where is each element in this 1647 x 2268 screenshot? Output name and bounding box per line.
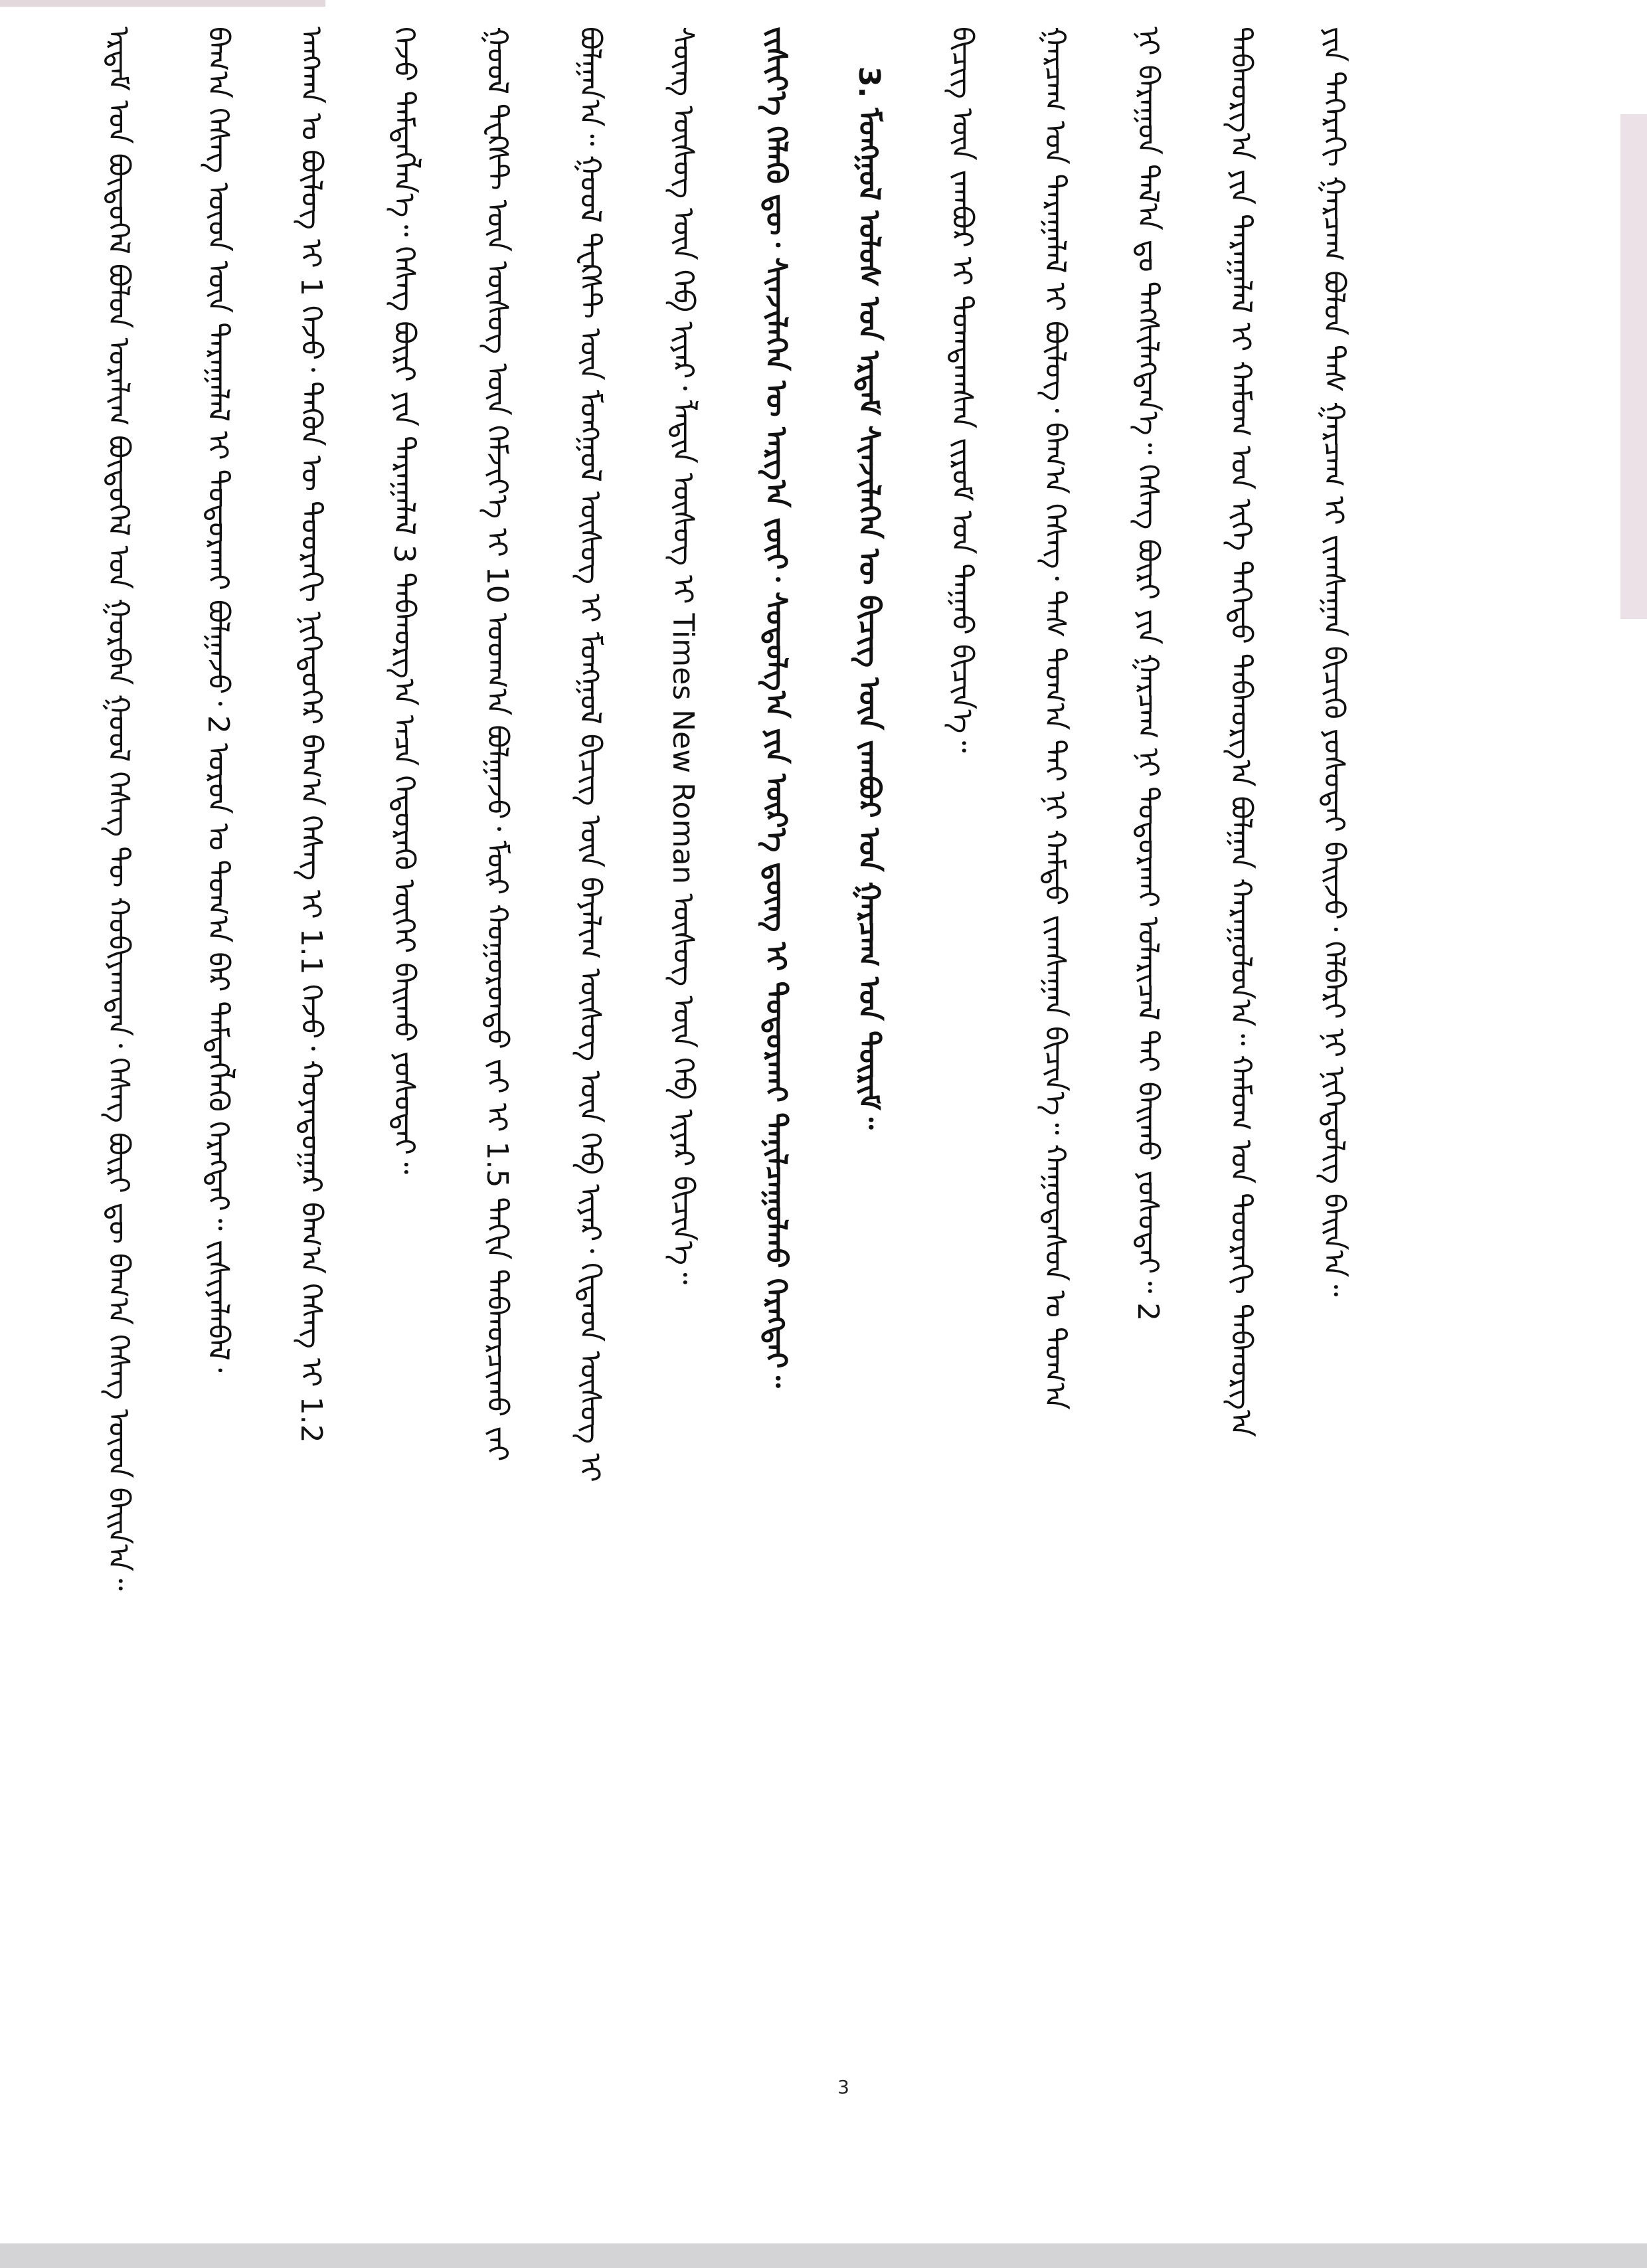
text-line-1: ᠡᠷᠳᠡᠮ ᠤᠨ ᠪᠦᠲᠦᠭᠡᠯ ᠪᠣᠯᠤᠨ ᠤᠷᠠᠯᠢᠭ ᠪᠦᠲᠦᠭᠡᠯ ᠤᠨ ᠭᠤᠷᠪᠠᠨ ᠭᠣᠣᠯ ᠬᠡᠰᠡᠭ ᠲᠦ ᠬᠤᠪᠢᠶᠠᠭᠳᠠᠨ᠂ ᠬᠡᠰᠡᠭ ᠪᠦᠷᠢ ᠳᠦ ᠪᠠᠭ᠎ᠠ ᠬᠡᠰᠡᠭ ᠦᠳ ᠪᠠᠢᠨ᠎ᠠ᠃	[102, 27, 135, 1591]
text-line-14: ᠶᠢᠨ ᠳᠡᠭᠡᠷᠡᠬᠢ ᠭᠠᠷᠴᠠᠭ ᠪᠣᠯᠤᠨ ᠳᠡᠰ ᠭᠠᠷᠴᠠᠭ ᠢ ᠵᠢᠭᠰᠠᠭᠠᠨ ᠪᠢᠴᠢᠬᠦ ᠶᠤᠰᠤᠲᠠᠢ ᠪᠠᠢᠵᠤ᠂ ᠬᠡᠯᠪᠡᠷᠢ ᠨᠢ ᠨᠢᠭᠡᠳᠦᠯᠢᠭ ᠪᠠᠢᠨ᠎ᠠ᠃	[1317, 27, 1351, 1297]
text-line-6: ᠪᠣᠯᠭᠠᠨ᠎ᠠ᠃ ᠭᠣᠣᠯ ᠲᠸᠺᠰᠲ ᠦᠨ ᠮᠣᠩᠭᠣᠯ ᠦᠰᠦᠭ ᠢ ᠮᠣᠩᠭᠣᠯ ᠪᠢᠴᠢᠭ ᠦᠨ ᠪᠠᠶᠠᠯᠢᠭ ᠦᠰᠦᠭ ᠦᠨ ᠬᠡᠪ ᠢᠶᠡᠷ᠂ ᠬᠢᠲᠠᠳ ᠦᠰᠦᠭ ᠢ	[573, 27, 607, 1482]
text-line-10: ᠪᠢᠴᠢᠭ ᠦᠨ ᠵᠠᠭᠪᠤᠷ ᠢ ᠲᠣᠭᠲᠠᠭᠰᠠᠨ ᠵᠢᠷᠤᠮ ᠤᠨ ᠳᠠᠭᠠᠤ ᠪᠢᠴᠢᠨ᠎ᠡ᠃	[945, 27, 979, 753]
bottom-scrollbar[interactable]	[0, 2243, 1647, 2268]
text-line-13: ᠳᠠᠪᠬᠤᠷᠭ᠎ᠠ ᠶᠢᠨ ᠳᠠᠷᠠᠭᠠᠯᠠᠯ ᠢ ᠬᠠᠮᠤᠭ ᠤᠨ ᠢᠬᠡ ᠳᠡᠭᠡᠳᠦ ᠳᠠᠪᠬᠤᠷᠭ᠎ᠠ ᠪᠣᠯᠭᠠᠨ ᠬᠠᠷᠠᠭᠤᠯᠤᠨ᠎ᠠ᠃ ᠬᠠᠮᠤᠭ ᠤᠨ ᠳᠣᠣᠷᠠᠬᠢ ᠳᠠᠪᠬᠤᠷᠭ᠎ᠠ	[1224, 27, 1258, 1437]
text-line-3: ᠠᠩᠬᠠᠨ ᠤ ᠪᠦᠯᠦᠭ ᠢ 1 ᠭᠡᠵᠦ᠂ ᠲᠡᠭᠦᠨ ᠦ ᠳᠣᠣᠷᠠᠬᠢ ᠨᠢᠭᠡᠳᠦᠭᠡᠷ ᠪᠠᠭ᠎ᠠ ᠬᠡᠰᠡᠭ ᠢ 1.1 ᠭᠡᠵᠦ᠂ ᠬᠣᠶᠠᠳᠤᠭᠠᠷ ᠪᠠᠭ᠎ᠠ ᠬᠡᠰᠡᠭ ᠢ 1.2	[294, 27, 328, 1443]
text-line-12: ᠨᠢ ᠪᠠᠷᠠᠭᠤᠨ ᠲᠠᠯ᠎ᠠ ᠳᠤ ᠲᠡᠭᠰᠢᠯᠡᠭᠳᠡᠨ᠎ᠡ᠃ ᠬᠡᠰᠡᠭ ᠪᠦᠷᠢ ᠶᠢᠨ ᠭᠠᠷᠴᠠᠭ ᠨᠢ ᠲᠣᠳᠣᠷᠬᠠᠢ ᠤᠯᠠᠷᠢᠴᠠᠯ ᠲᠠᠢ ᠪᠠᠢᠬᠤ ᠶᠤᠰᠤᠲᠠᠢ᠃ 2	[1131, 27, 1165, 1322]
section-heading: 3. ᠮᠣᠩᠭᠣᠯ ᠤᠯᠤᠰ ᠤᠨ ᠡᠷᠳᠡᠮ ᠰᠢᠨᠵᠢᠯᠡᠭᠡᠨ ᠦ ᠪᠢᠴᠢᠭ ᠦᠨ ᠵᠠᠭᠪᠤᠷ ᠤᠨ ᠭᠠᠷᠴᠠᠭ ᠤᠨ ᠳᠦᠷᠢᠮ᠃	[852, 66, 886, 1130]
text-line-5: ᠭᠣᠣᠯ ᠲᠸᠺᠰᠲ ᠦᠨ ᠦᠰᠦᠭ ᠦᠨ ᠬᠡᠮᠵᠢᠶ᠎ᠡ ᠢ 10 ᠤᠳᠬ᠎ᠠ ᠪᠣᠯᠭᠠᠵᠤ᠂ ᠮᠥᠷ ᠬᠣᠭᠣᠷᠣᠨᠳᠤ ᠵᠠᠢ ᠢ 1.5 ᠳᠠᠬᠢᠨ ᠳᠠᠪᠬᠤᠷᠴᠢᠬᠤ ᠵᠠᠢ	[480, 27, 514, 1462]
text-line-7: ᠰᠦᠩ ᠦᠰᠦᠭ ᠦᠨ ᠬᠡᠪ ᠢᠶᠡᠷ᠂ ᠯᠠᠲᠢᠨ ᠦᠰᠦᠭ ᠢ Times New Roman ᠦᠰᠦᠭ ᠦᠨ ᠬᠡᠪ ᠢᠶᠡᠷ ᠪᠢᠴᠢᠨ᠎ᠡ᠃	[666, 27, 700, 1284]
page-edge-tab	[1620, 114, 1647, 619]
text-line-4: ᠭᠡᠵᠦ ᠲᠡᠮᠳᠡᠭᠯᠡᠨ᠎ᠡ᠃ ᠬᠡᠰᠡᠭ ᠪᠦᠷᠢ ᠶᠢᠨ ᠳᠠᠷᠠᠭᠠᠯᠠᠯ 3 ᠳᠠᠪᠬᠤᠷᠭ᠎ᠠ ᠠᠴᠠ ᠬᠡᠲᠦᠷᠡᠬᠦ ᠦᠭᠡᠢ ᠪᠠᠢᠬᠤ ᠶᠤᠰᠤᠲᠠᠢ᠃	[387, 27, 421, 1174]
text-line-2: ᠪᠠᠭ᠎ᠠ ᠬᠡᠰᠡᠭ ᠦᠳ ᠦᠨ ᠳᠠᠷᠠᠭᠠᠯᠠᠯ ᠢ ᠲᠣᠳᠣᠷᠬᠠᠢ ᠪᠣᠯᠭᠠᠵᠤ᠂ 2 ᠤᠷᠤᠨ ᠤ ᠲᠣᠭ᠎ᠠ ᠪᠠᠷ ᠲᠡᠮᠳᠡᠭᠯᠡᠬᠦ ᠬᠡᠷᠡᠭᠲᠡᠢ᠃ ᠵᠢᠱᠢᠶᠡᠯᠡᠪᠡᠯ᠂	[201, 27, 235, 1373]
top-strip	[0, 0, 325, 7]
page-number: 3	[837, 2076, 849, 2098]
text-line-11: ᠭᠠᠷᠴᠠᠭ ᠤᠨ ᠳᠠᠷᠠᠭᠠᠯᠠᠯ ᠢ ᠪᠦᠯᠦᠭ᠂ ᠪᠠᠭ᠎ᠠ ᠬᠡᠰᠡᠭ᠂ ᠳᠡᠰ ᠲᠣᠭ᠎ᠠ ᠲᠠᠢ ᠨᠢ ᠬᠠᠮᠲᠤ ᠵᠢᠭᠰᠠᠭᠠᠨ ᠪᠢᠴᠢᠨ᠎ᠡ᠃ ᠬᠠᠭᠤᠳᠠᠰᠤᠨ ᠤ ᠲᠣᠭ᠎ᠠ	[1038, 27, 1072, 1410]
text-line-8: ᠵᠢᠱᠢᠶ᠎ᠡ ᠬᠡᠯᠡᠬᠦ ᠳᠦ᠂ ᠰᠢᠨᠵᠢᠯᠡᠭᠡᠨ ᠦ ᠠᠷᠭ᠎ᠠ ᠵᠦᠢ᠂ ᠰᠤᠳᠤᠯᠭ᠎ᠠ ᠶᠢᠨ ᠦᠷ᠎ᠡ ᠳ᠋ᠦᠩ ᠢ ᠲᠣᠳᠣᠷᠬᠠᠢ ᠲᠠᠨᠢᠯᠴᠠᠭᠤᠯᠬᠤ ᠬᠡᠷᠡᠭᠲᠡᠢ᠃	[759, 27, 793, 1388]
